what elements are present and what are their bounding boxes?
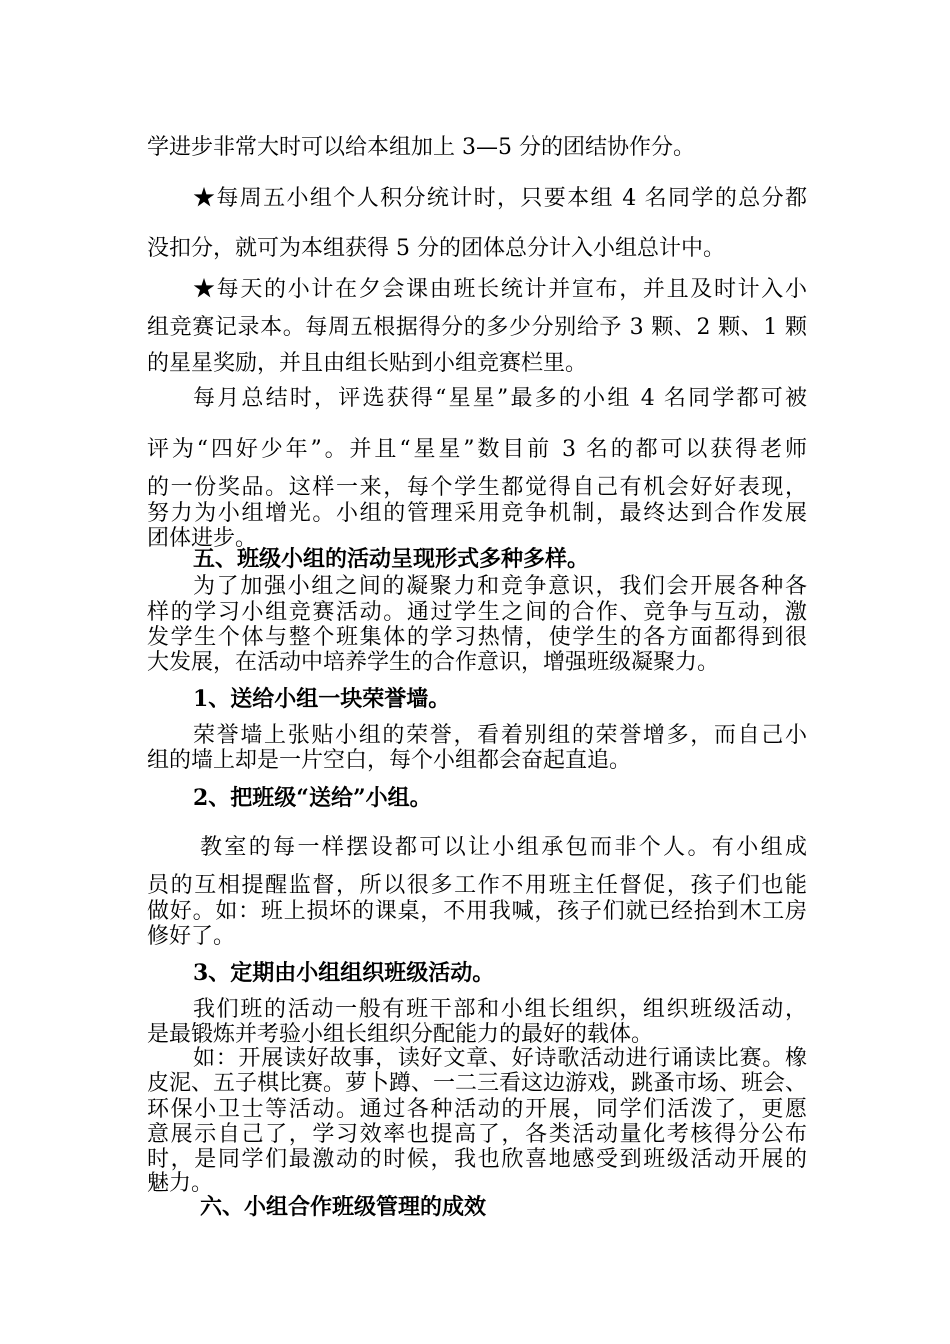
paragraph-line: 团体进步。 [147,526,258,551]
paragraph-line: 环保小卫士等活动。通过各种活动的开展，同学们活泼了，更愿 [147,1097,807,1122]
paragraph-line: 荣誉墙上张贴小组的荣誉，看着别组的荣誉增多，而自己小 [193,723,807,748]
paragraph-line: 每月总结时，评选获得“星星”最多的小组 4 名同学都可被 [193,386,807,411]
paragraph-line: 为了加强小组之间的凝聚力和竞争意识，我们会开展各种各 [193,574,807,599]
paragraph-line: 做好。如：班上损坏的课桌，不用我喊，孩子们就已经抬到木工房 [147,899,807,924]
paragraph-line: 大发展，在活动中培养学生的合作意识，增强班级凝聚力。 [147,650,720,675]
paragraph-line: 是最锻炼并考验小组长组织分配能力的最好的载体。 [147,1022,654,1047]
paragraph-line: 的一份奖品。这样一来，每个学生都觉得自己有机会好好表现， [147,475,807,500]
paragraph-line: 如：开展读好故事，读好文章、好诗歌活动进行诵读比赛。橡 [193,1046,807,1071]
section-heading: 五、班级小组的活动呈现形式多种多样。 [193,546,590,572]
paragraph-line: 修好了。 [147,924,236,949]
paragraph-line: ★每周五小组个人积分统计时，只要本组 4 名同学的总分都 [193,186,807,211]
paragraph-line: 教室的每一样摆设都可以让小组承包而非个人。有小组成 [200,835,807,860]
subsection-heading: 2、把班级“送给”小组。 [193,785,432,811]
paragraph-line: 魅力。 [147,1171,214,1196]
section-heading: 六、小组合作班级管理的成效 [200,1194,487,1220]
paragraph-line: ★每天的小计在夕会课由班长统计并宣布，并且及时计入小 [193,277,807,302]
paragraph-line: 学进步非常大时可以给本组加上 3—5 分的团结协作分。 [147,135,695,160]
paragraph-line: 时，是同学们最激动的时候，我也欣喜地感受到班级活动开展的 [147,1147,807,1172]
subsection-heading: 1、送给小组一块荣誉墙。 [193,686,451,712]
paragraph-line: 组竞赛记录本。每周五根据得分的多少分别给予 3 颗、2 颗、1 颗 [147,315,807,340]
paragraph-line: 组的墙上却是一片空白，每个小组都会奋起直追。 [147,748,632,773]
subsection-heading: 3、定期由小组组织班级活动。 [193,960,495,986]
paragraph-line: 样的学习小组竞赛活动。通过学生之间的合作、竞争与互动，激 [147,600,807,625]
paragraph-line: 没扣分，就可为本组获得 5 分的团体总分计入小组总计中。 [147,236,725,261]
paragraph-line: 评为“四好少年”。并且“星星”数目前 3 名的都可以获得老师 [147,437,807,462]
paragraph-line: 努力为小组增光。小组的管理采用竞争机制，最终达到合作发展 [147,501,807,526]
paragraph-line: 我们班的活动一般有班干部和小组长组织，组织班级活动， [193,997,807,1022]
paragraph-line: 的星星奖励，并且由组长贴到小组竞赛栏里。 [147,351,588,376]
paragraph-line: 意展示自己了，学习效率也提高了，各类活动量化考核得分公布 [147,1122,807,1147]
paragraph-line: 发学生个体与整个班集体的学习热情，使学生的各方面都得到很 [147,625,807,650]
paragraph-line: 员的互相提醒监督，所以很多工作不用班主任督促，孩子们也能 [147,873,807,898]
paragraph-line: 皮泥、五子棋比赛。萝卜蹲、一二三看这边游戏，跳蚤市场、班会、 [147,1071,808,1096]
